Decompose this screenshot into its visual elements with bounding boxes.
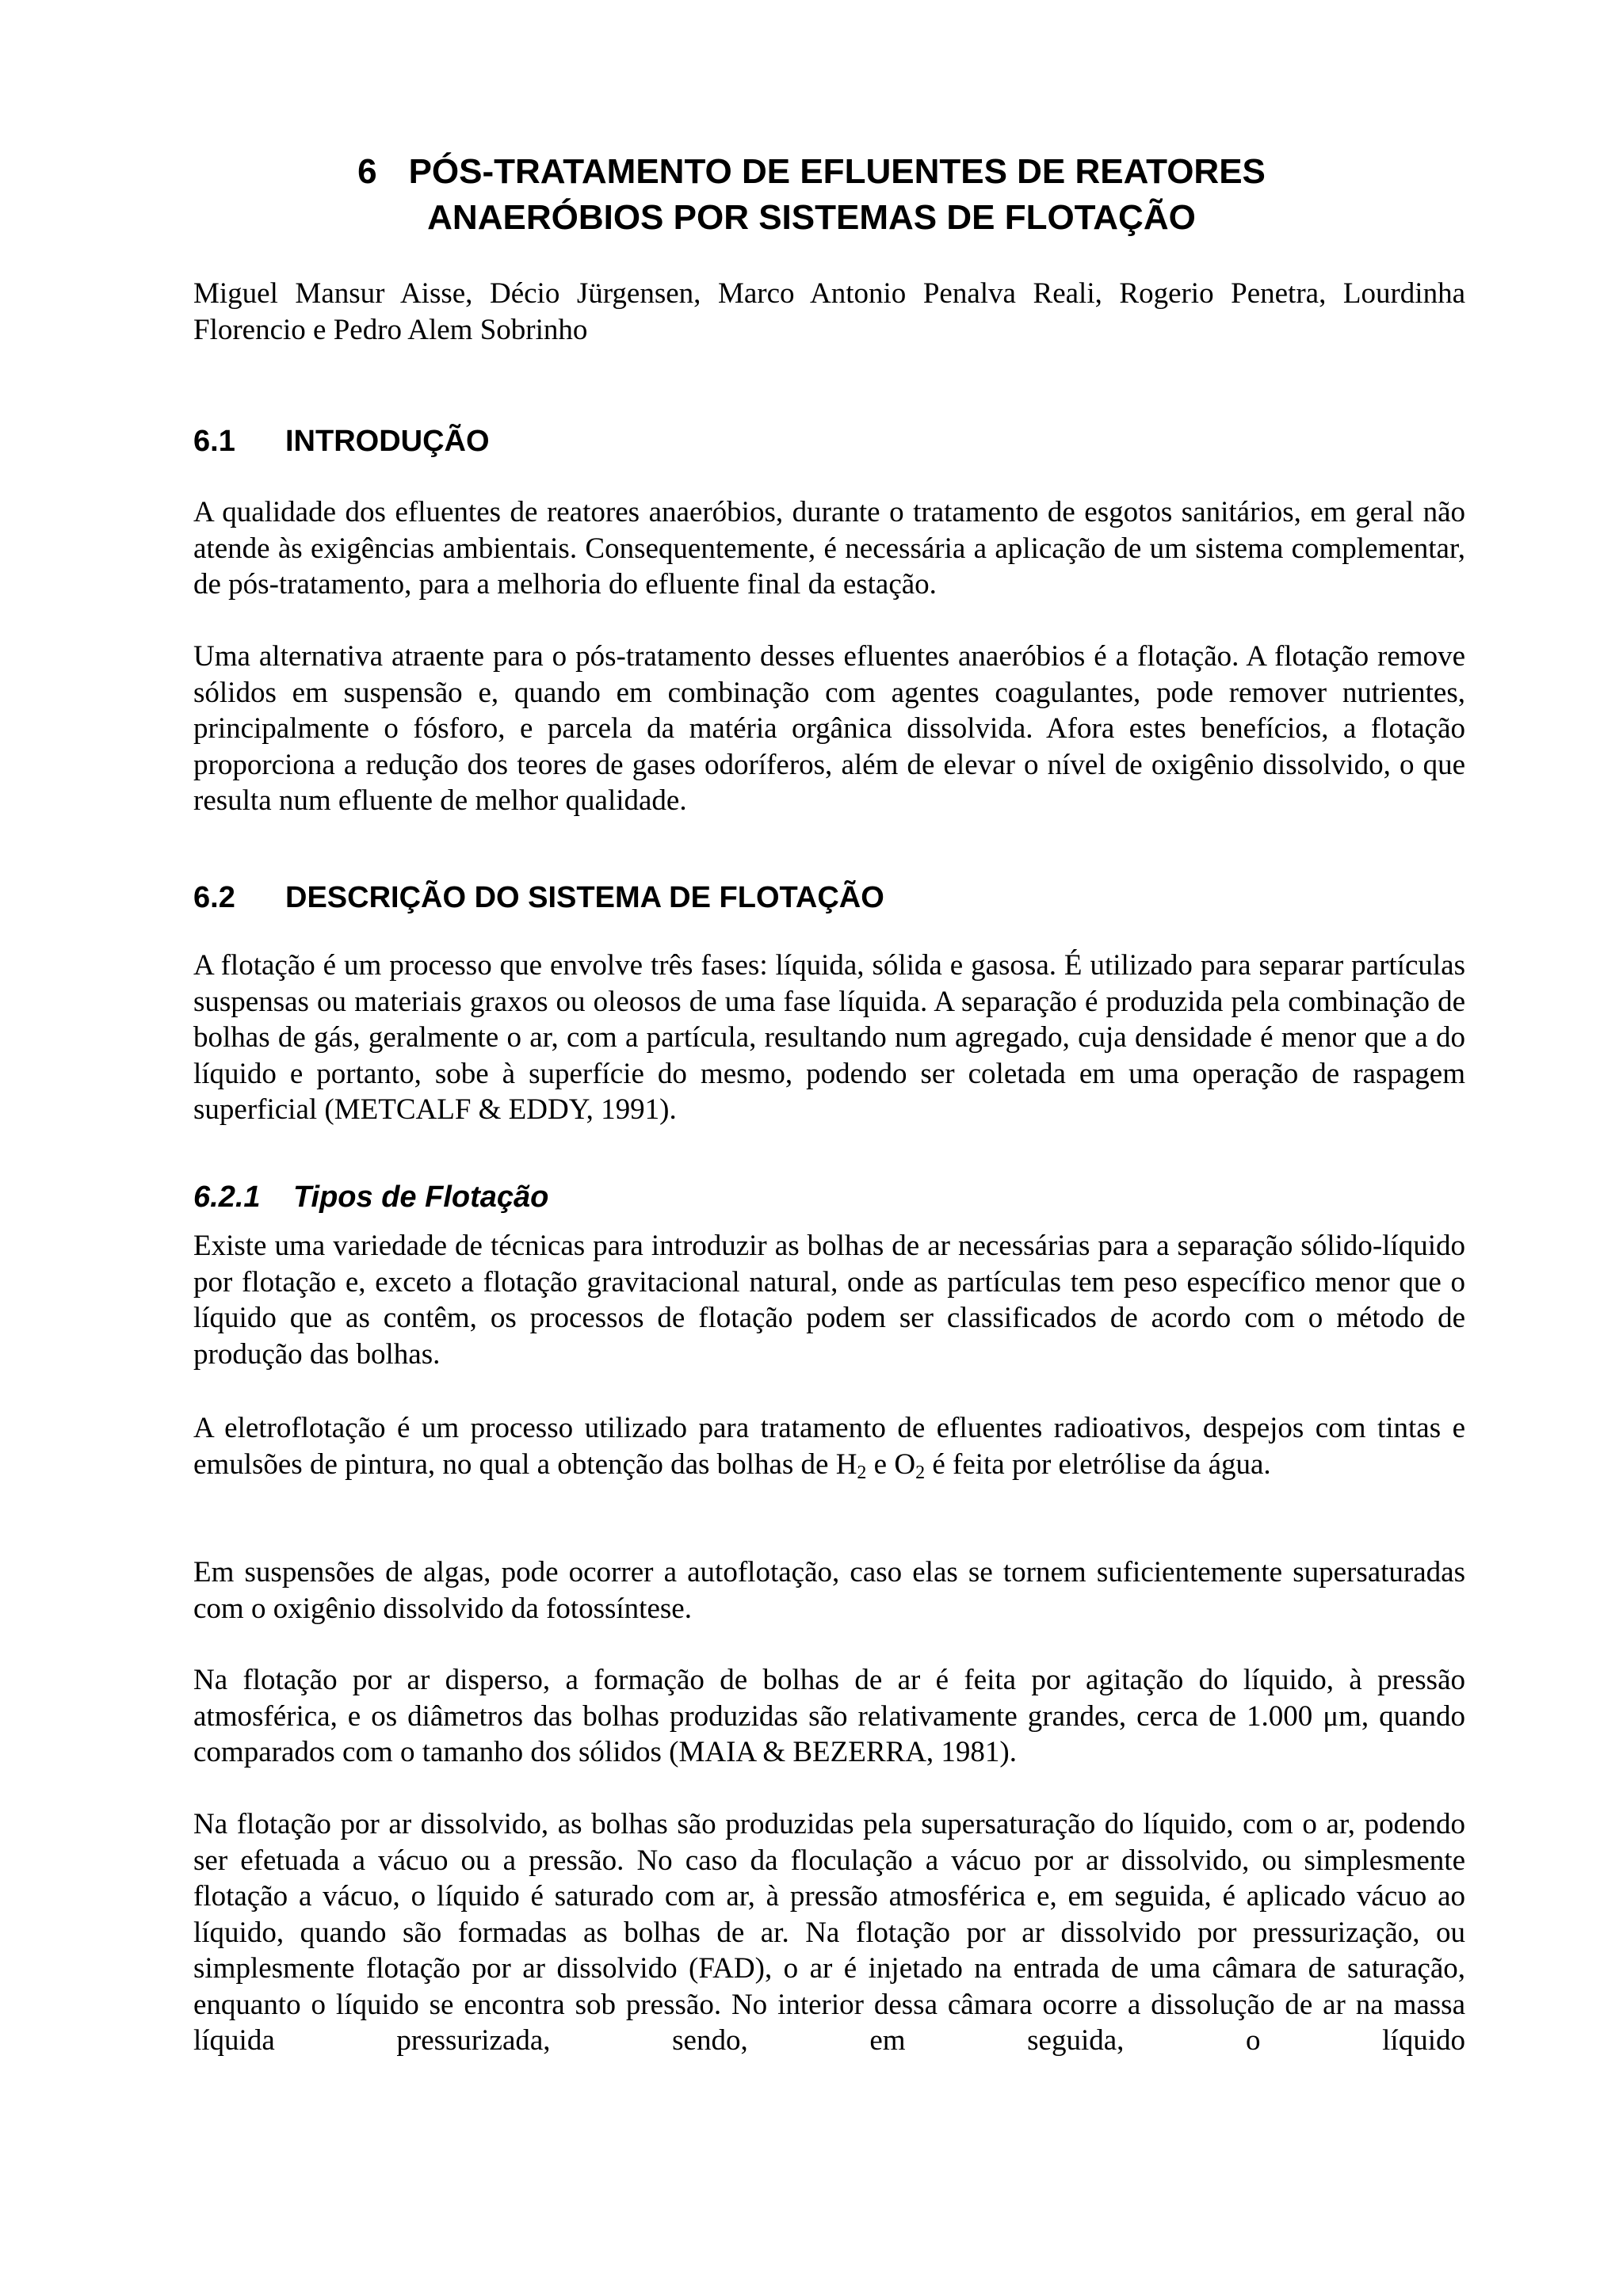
section-6-2-1-paragraph-5 — [193, 1806, 1465, 2059]
subscript: 2 — [915, 1462, 926, 1483]
text-run: e O — [866, 1447, 916, 1481]
section-number: 6.1 — [193, 425, 235, 458]
subsection-title: Tipos de Flotação — [293, 1180, 549, 1214]
section-6-1-paragraph-2 — [193, 639, 1465, 819]
paragraph: A qualidade dos efluentes de reatores anaeróbios, durante o tratamento de esgotos sanitários, em geral não atende às exigências ambientais. Consequentemente, é necessária a aplicação de um sistema complementar, de pós-tratamento, para a melhoria do efluente final da estação. — [193, 496, 1465, 601]
section-6-2-1-paragraph-3 — [193, 1554, 1465, 1627]
section-6-2-1-paragraph-2 — [193, 1410, 1465, 1482]
section-6-2-1-paragraph-4 — [193, 1662, 1465, 1771]
paragraph: A flotação é um processo que envolve três fases: líquida, sólida e gasosa. É utilizado para separar partículas suspensas ou materiais graxos ou oleosos de uma fase líquida. A separação é produzida pela combinação de bolhas de gás, geralmente o ar, com a partícula, resultando num agregado, cuja densidade é menor que a do líquido e portanto, sobe à superfície do mesmo, podendo ser coletada em uma operação de raspagem superficial (METCALF & EDDY, 1991). — [193, 949, 1465, 1126]
section-heading-6-2 — [193, 879, 1465, 916]
paragraph: Uma alternativa atraente para o pós-tratamento desses efluentes anaeróbios é a flotação. A flotação remove sólidos em suspensão e, quando em combinação com agentes coagulantes, pode remover nutrientes, principalmente o fósforo, e parcela da matéria orgânica dissolvida. Afora estes benefícios, a flotação proporciona a redução dos teores de gases odoríferos, além de elevar o nível de oxigênio dissolvido, o que resulta num efluente de melhor qualidade. — [193, 640, 1465, 817]
section-heading-6-1 — [193, 423, 1465, 460]
chapter-number: 6 — [357, 152, 377, 191]
section-6-1-paragraph-1 — [193, 494, 1465, 603]
section-title: DESCRIÇÃO DO SISTEMA DE FLOTAÇÃO — [285, 881, 884, 914]
section-6-2-1-paragraph-1 — [193, 1228, 1465, 1372]
chapter-title — [0, 149, 1623, 241]
chapter-title-line-1 — [0, 149, 1623, 195]
section-6-2-paragraph-1 — [193, 948, 1465, 1128]
text-run: é feita por eletrólise da água. — [925, 1447, 1271, 1481]
paragraph: Na flotação por ar dissolvido, as bolhas são produzidas pela supersaturação do líquido, com o ar, podendo ser efetuada a vácuo ou a pressão. No caso da floculação a vácuo por ar dissolvido, ou simplesmente flotação a vácuo, o líquido é saturado com ar, à pressão atmosférica e, em seguida, é aplicado vácuo ao líquido, quando são formadas as bolhas de ar. Na flotação por ar dissolvido por pressurização, ou simplesmente flotação por ar dissolvido (FAD), o ar é injetado na entrada de uma câmara de saturação, enquanto o líquido se encontra sob pressão. No interior dessa câmara ocorre a dissolução de ar na massa líquida pressurizada, sendo, em seguida, o líquido — [193, 1808, 1465, 2057]
chapter-title-line-2: ANAERÓBIOS POR SISTEMAS DE FLOTAÇÃO — [427, 198, 1196, 237]
subsection-heading-6-2-1 — [193, 1179, 1465, 1215]
paragraph: Na flotação por ar disperso, a formação de bolhas de ar é feita por agitação do líquido, à pressão atmosférica, e os diâmetros das bolhas produzidas são relativamente grandes, cerca de 1.000 μm, quando comparados com o tamanho dos sólidos (MAIA & BEZERRA, 1981). — [193, 1664, 1465, 1768]
section-number: 6.2 — [193, 881, 235, 914]
section-title: INTRODUÇÃO — [285, 425, 490, 458]
authors: Miguel Mansur Aisse, Décio Jürgensen, Marco Antonio Penalva Reali, Rogerio Penetra, Lourdinha Florencio e Pedro Alem Sobrinho — [193, 277, 1465, 346]
paragraph: Existe uma variedade de técnicas para introduzir as bolhas de ar necessárias para a separação sólido-líquido por flotação e, exceto a flotação gravitacional natural, onde as partículas tem peso específico menor que o líquido que as contêm, os processos de flotação podem ser classificados de acordo com o método de produção das bolhas. — [193, 1230, 1465, 1371]
subscript: 2 — [857, 1462, 867, 1483]
subsection-number: 6.2.1 — [193, 1180, 261, 1214]
paragraph — [193, 1410, 1465, 1482]
chapter-title-text-1: PÓS-TRATAMENTO DE EFLUENTES DE REATORES — [408, 152, 1266, 191]
authors-block — [193, 276, 1465, 348]
paragraph: Em suspensões de algas, pode ocorrer a autoflotação, caso elas se tornem suficientemente supersaturadas com o oxigênio dissolvido da fotossíntese. — [193, 1556, 1465, 1625]
text-run: A eletroflotação é um processo utilizado para tratamento de efluentes radioativos, despejos com tintas e emulsões de pintura, no qual a obtenção das bolhas de H — [193, 1412, 1465, 1481]
